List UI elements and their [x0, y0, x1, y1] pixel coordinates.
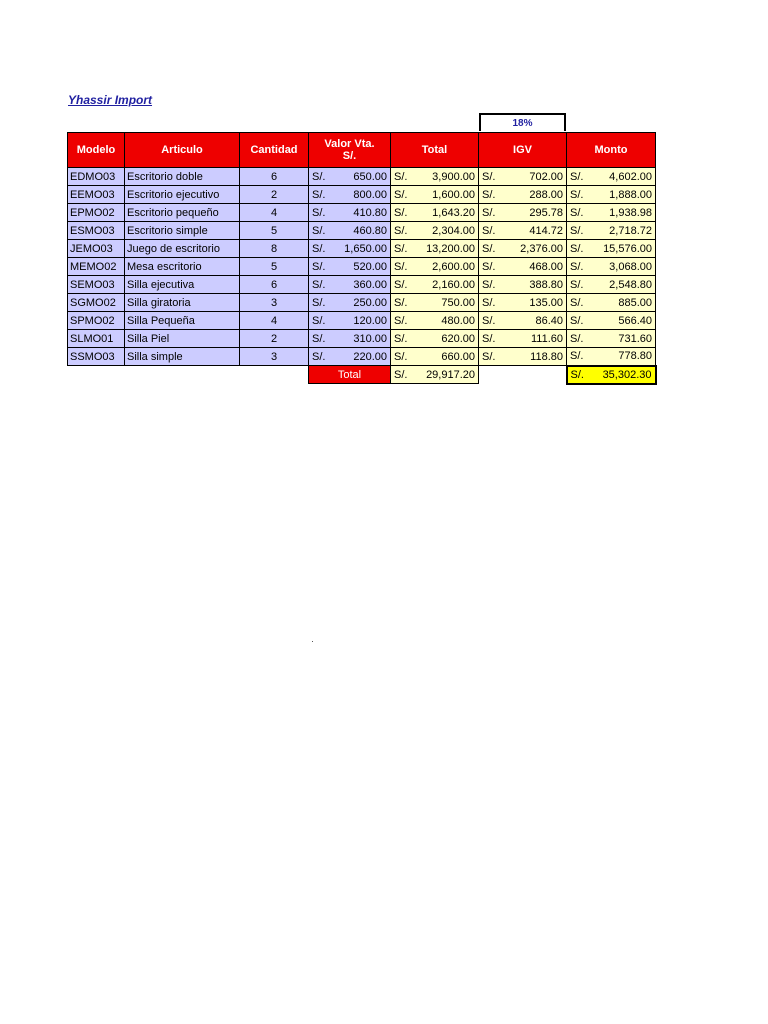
modelo-text: EDMO03 [70, 170, 116, 183]
currency-symbol: S/. [312, 260, 326, 273]
table-row [68, 186, 656, 204]
cantidad-text: 3 [270, 350, 278, 363]
cell-total[interactable] [391, 168, 479, 186]
cell-articulo[interactable] [125, 348, 240, 366]
currency-symbol: S/. [394, 278, 408, 291]
total-value: 2,600.00 [432, 260, 475, 273]
currency-symbol: S/. [482, 242, 496, 255]
cell-articulo[interactable] [125, 312, 240, 330]
footer-empty-cell [68, 366, 125, 384]
cantidad-text: 8 [270, 242, 278, 255]
cantidad-text: 5 [270, 260, 278, 273]
articulo-text: Silla giratoria [127, 296, 191, 309]
table-row [68, 276, 656, 294]
currency-symbol: S/. [570, 188, 584, 201]
footer-monto-cell[interactable] [567, 366, 656, 384]
currency-symbol: S/. [394, 242, 408, 255]
valor-value: 220.00 [353, 350, 387, 363]
currency-symbol: S/. [482, 188, 496, 201]
cell-monto[interactable] [567, 204, 656, 222]
articulo-text: Mesa escritorio [127, 260, 202, 273]
currency-symbol: S/. [394, 314, 408, 327]
currency-symbol: S/. [394, 170, 408, 183]
monto-value: 3,068.00 [609, 260, 652, 273]
currency-symbol: S/. [312, 350, 326, 363]
monto-value: 731.60 [618, 332, 652, 345]
cell-modelo[interactable] [68, 258, 125, 276]
header-valor-line2: S/. [342, 150, 357, 162]
table-row [68, 168, 656, 186]
articulo-text: Silla Pequeña [127, 314, 195, 327]
modelo-text: SEMO03 [70, 278, 115, 291]
valor-value: 250.00 [353, 296, 387, 309]
modelo-text: SSMO03 [70, 350, 115, 363]
cell-total[interactable] [391, 204, 479, 222]
cantidad-text: 5 [270, 224, 278, 237]
cell-articulo[interactable] [125, 294, 240, 312]
table-row [68, 312, 656, 330]
cell-igv[interactable] [479, 222, 567, 240]
currency-symbol: S/. [482, 224, 496, 237]
cell-articulo[interactable] [125, 258, 240, 276]
currency-symbol: S/. [482, 314, 496, 327]
total-value: 13,200.00 [426, 242, 475, 255]
cell-articulo[interactable] [125, 240, 240, 258]
valor-value: 1,650.00 [344, 242, 387, 255]
total-value: 2,160.00 [432, 278, 475, 291]
cell-total[interactable] [391, 222, 479, 240]
cell-igv[interactable] [479, 168, 567, 186]
currency-symbol: S/. [482, 350, 496, 363]
cell-monto[interactable] [567, 312, 656, 330]
monto-value: 566.40 [618, 314, 652, 327]
cell-articulo[interactable] [125, 204, 240, 222]
footer-total-cell[interactable] [391, 366, 479, 384]
cell-igv[interactable] [479, 258, 567, 276]
currency-symbol: S/. [394, 224, 408, 237]
monto-value: 778.80 [618, 350, 652, 363]
header-articulo: Articulo [125, 133, 240, 168]
cell-modelo[interactable] [68, 294, 125, 312]
cell-cantidad[interactable] [240, 258, 309, 276]
cell-igv[interactable] [479, 294, 567, 312]
monto-value: 4,602.00 [609, 170, 652, 183]
currency-symbol: S/. [394, 350, 408, 363]
cell-valor[interactable] [309, 348, 391, 366]
currency-symbol: S/. [570, 170, 584, 183]
footer-empty-cell [240, 366, 309, 384]
valor-value: 410.80 [353, 206, 387, 219]
cell-igv[interactable] [479, 276, 567, 294]
modelo-text: EEMO03 [70, 188, 115, 201]
sales-table [67, 132, 657, 385]
currency-symbol: S/. [482, 260, 496, 273]
cell-valor[interactable] [309, 312, 391, 330]
monto-value: 1,938.98 [609, 206, 652, 219]
footer-row [68, 366, 656, 384]
igv-rate-cell[interactable]: 18% [479, 113, 566, 131]
header-cantidad: Cantidad [240, 133, 309, 168]
table-row [68, 204, 656, 222]
valor-value: 460.80 [353, 224, 387, 237]
table-row [68, 330, 656, 348]
currency-symbol: S/. [570, 242, 584, 255]
cell-modelo[interactable] [68, 168, 125, 186]
cell-valor[interactable] [309, 204, 391, 222]
cantidad-text: 4 [270, 314, 278, 327]
cell-valor[interactable] [309, 186, 391, 204]
valor-value: 650.00 [353, 170, 387, 183]
cell-modelo[interactable] [68, 222, 125, 240]
footer-empty-cell [479, 366, 567, 384]
currency-symbol: S/. [394, 206, 408, 219]
articulo-text: Escritorio doble [127, 170, 203, 183]
cell-monto[interactable] [567, 330, 656, 348]
currency-symbol: S/. [394, 296, 408, 309]
monto-value: 885.00 [618, 296, 652, 309]
currency-symbol: S/. [482, 278, 496, 291]
igv-value: 135.00 [529, 296, 563, 309]
valor-value: 800.00 [353, 188, 387, 201]
modelo-text: MEMO02 [70, 260, 117, 273]
cell-modelo[interactable] [68, 186, 125, 204]
cell-modelo[interactable] [68, 240, 125, 258]
cell-modelo[interactable] [68, 330, 125, 348]
igv-value: 388.80 [529, 278, 563, 291]
monto-value: 1,888.00 [609, 188, 652, 201]
cell-valor[interactable] [309, 222, 391, 240]
cell-igv[interactable] [479, 330, 567, 348]
cantidad-text: 6 [270, 278, 278, 291]
modelo-text: SLMO01 [70, 332, 114, 345]
igv-value: 118.80 [530, 350, 563, 363]
cell-modelo[interactable] [68, 276, 125, 294]
cantidad-text: 4 [270, 206, 278, 219]
articulo-text: Juego de escritorio [127, 242, 220, 255]
igv-value: 295.78 [529, 206, 563, 219]
currency-symbol: S/. [312, 188, 326, 201]
cell-igv[interactable] [479, 348, 567, 366]
igv-value: 414.72 [529, 224, 563, 237]
currency-symbol: S/. [482, 170, 496, 183]
currency-symbol: S/. [394, 188, 408, 201]
table-row [68, 294, 656, 312]
cell-articulo[interactable] [125, 186, 240, 204]
cell-total[interactable] [391, 348, 479, 366]
currency-symbol: S/. [570, 296, 584, 309]
currency-symbol: S/. [482, 332, 496, 345]
total-value: 1,643.20 [432, 206, 475, 219]
valor-value: 310.00 [353, 332, 387, 345]
header-modelo: Modelo [68, 133, 125, 168]
cell-total[interactable] [391, 312, 479, 330]
igv-value: 288.00 [529, 188, 563, 201]
cell-articulo[interactable] [125, 168, 240, 186]
cell-monto[interactable] [567, 222, 656, 240]
currency-symbol: S/. [312, 332, 326, 345]
cell-cantidad[interactable] [240, 276, 309, 294]
currency-symbol: S/. [394, 332, 408, 345]
cell-modelo[interactable] [68, 348, 125, 366]
total-value: 620.00 [441, 332, 475, 345]
cell-valor[interactable] [309, 168, 391, 186]
cell-total[interactable] [391, 294, 479, 312]
currency-symbol: S/. [570, 278, 584, 291]
cantidad-text: 2 [270, 332, 278, 345]
currency-symbol: S/. [570, 314, 584, 327]
table-row [68, 348, 656, 366]
cell-modelo[interactable] [68, 204, 125, 222]
igv-value: 702.00 [529, 170, 563, 183]
articulo-text: Escritorio ejecutivo [127, 188, 220, 201]
currency-symbol: S/. [482, 206, 496, 219]
cell-igv[interactable] [479, 240, 567, 258]
table-body [68, 168, 656, 366]
cell-igv[interactable] [479, 312, 567, 330]
igv-value: 86.40 [535, 314, 563, 327]
igv-value: 2,376.00 [520, 242, 563, 255]
total-value: 2,304.00 [432, 224, 475, 237]
stray-mark [312, 641, 313, 642]
cantidad-text: 2 [270, 188, 278, 201]
cell-valor[interactable] [309, 276, 391, 294]
cell-articulo[interactable] [125, 276, 240, 294]
cell-valor[interactable] [309, 294, 391, 312]
cell-articulo[interactable] [125, 222, 240, 240]
cell-igv[interactable] [479, 186, 567, 204]
monto-value: 2,718.72 [609, 224, 652, 237]
cantidad-text: 3 [270, 296, 278, 309]
currency-symbol: S/. [312, 242, 326, 255]
modelo-text: EPMO02 [70, 206, 115, 219]
cell-igv[interactable] [479, 204, 567, 222]
articulo-text: Silla ejecutiva [127, 278, 195, 291]
cell-cantidad[interactable] [240, 330, 309, 348]
currency-symbol: S/. [570, 332, 584, 345]
cell-total[interactable] [391, 276, 479, 294]
currency-symbol: S/. [570, 368, 584, 381]
footer-empty-cell [125, 366, 240, 384]
valor-value: 120.00 [353, 314, 387, 327]
modelo-text: SGMO02 [70, 296, 116, 309]
total-value: 480.00 [441, 314, 475, 327]
total-value: 1,600.00 [432, 188, 475, 201]
cell-monto[interactable] [567, 294, 656, 312]
cell-total[interactable] [391, 240, 479, 258]
currency-symbol: S/. [312, 224, 326, 237]
modelo-text: ESMO03 [70, 224, 115, 237]
currency-symbol: S/. [482, 296, 496, 309]
cell-total[interactable] [391, 258, 479, 276]
currency-symbol: S/. [312, 170, 326, 183]
valor-value: 520.00 [353, 260, 387, 273]
articulo-text: Silla simple [127, 350, 183, 363]
header-valor-venta [309, 133, 391, 168]
cell-monto[interactable] [567, 276, 656, 294]
cell-monto[interactable] [567, 168, 656, 186]
cell-valor[interactable] [309, 258, 391, 276]
cell-monto[interactable] [567, 186, 656, 204]
total-value: 750.00 [441, 296, 475, 309]
valor-value: 360.00 [353, 278, 387, 291]
footer-total-value: 29,917.20 [426, 368, 475, 381]
cell-modelo[interactable] [68, 312, 125, 330]
total-value: 660.00 [441, 350, 475, 363]
modelo-text: JEMO03 [70, 242, 113, 255]
cell-monto[interactable] [567, 348, 656, 366]
header-valor-line1: Valor Vta. [324, 138, 375, 150]
igv-value: 468.00 [529, 260, 563, 273]
cell-cantidad[interactable] [240, 204, 309, 222]
currency-symbol: S/. [570, 260, 584, 273]
cell-articulo[interactable] [125, 330, 240, 348]
currency-symbol: S/. [312, 206, 326, 219]
articulo-text: Escritorio simple [127, 224, 208, 237]
footer-total-label: Total [309, 366, 391, 384]
cell-cantidad[interactable] [240, 186, 309, 204]
currency-symbol: S/. [312, 296, 326, 309]
cell-total[interactable] [391, 186, 479, 204]
igv-value: 111.60 [530, 332, 563, 345]
cell-cantidad[interactable] [240, 294, 309, 312]
cantidad-text: 6 [270, 170, 278, 183]
cell-cantidad[interactable] [240, 222, 309, 240]
cell-cantidad[interactable] [240, 240, 309, 258]
document-title: Yhassir Import [68, 93, 153, 107]
currency-symbol: S/. [570, 224, 584, 237]
table-row [68, 258, 656, 276]
cell-cantidad[interactable] [240, 168, 309, 186]
cell-monto[interactable] [567, 258, 656, 276]
cell-valor[interactable] [309, 330, 391, 348]
cell-cantidad[interactable] [240, 312, 309, 330]
cell-monto[interactable] [567, 240, 656, 258]
table-row [68, 222, 656, 240]
currency-symbol: S/. [570, 206, 584, 219]
header-row [68, 133, 656, 168]
cell-cantidad[interactable] [240, 348, 309, 366]
footer-monto-value: 35,302.30 [602, 368, 652, 381]
currency-symbol: S/. [394, 260, 408, 273]
articulo-text: Escritorio pequeño [127, 206, 219, 219]
currency-symbol: S/. [394, 368, 408, 381]
header-igv: IGV [479, 133, 567, 168]
monto-value: 15,576.00 [603, 242, 652, 255]
currency-symbol: S/. [312, 278, 326, 291]
currency-symbol: S/. [312, 314, 326, 327]
monto-value: 2,548.80 [609, 278, 652, 291]
cell-total[interactable] [391, 330, 479, 348]
articulo-text: Silla Piel [127, 332, 170, 345]
total-value: 3,900.00 [432, 170, 475, 183]
modelo-text: SPMO02 [70, 314, 115, 327]
cell-valor[interactable] [309, 240, 391, 258]
currency-symbol: S/. [570, 350, 584, 363]
table-row [68, 240, 656, 258]
header-monto: Monto [567, 133, 656, 168]
header-total: Total [391, 133, 479, 168]
